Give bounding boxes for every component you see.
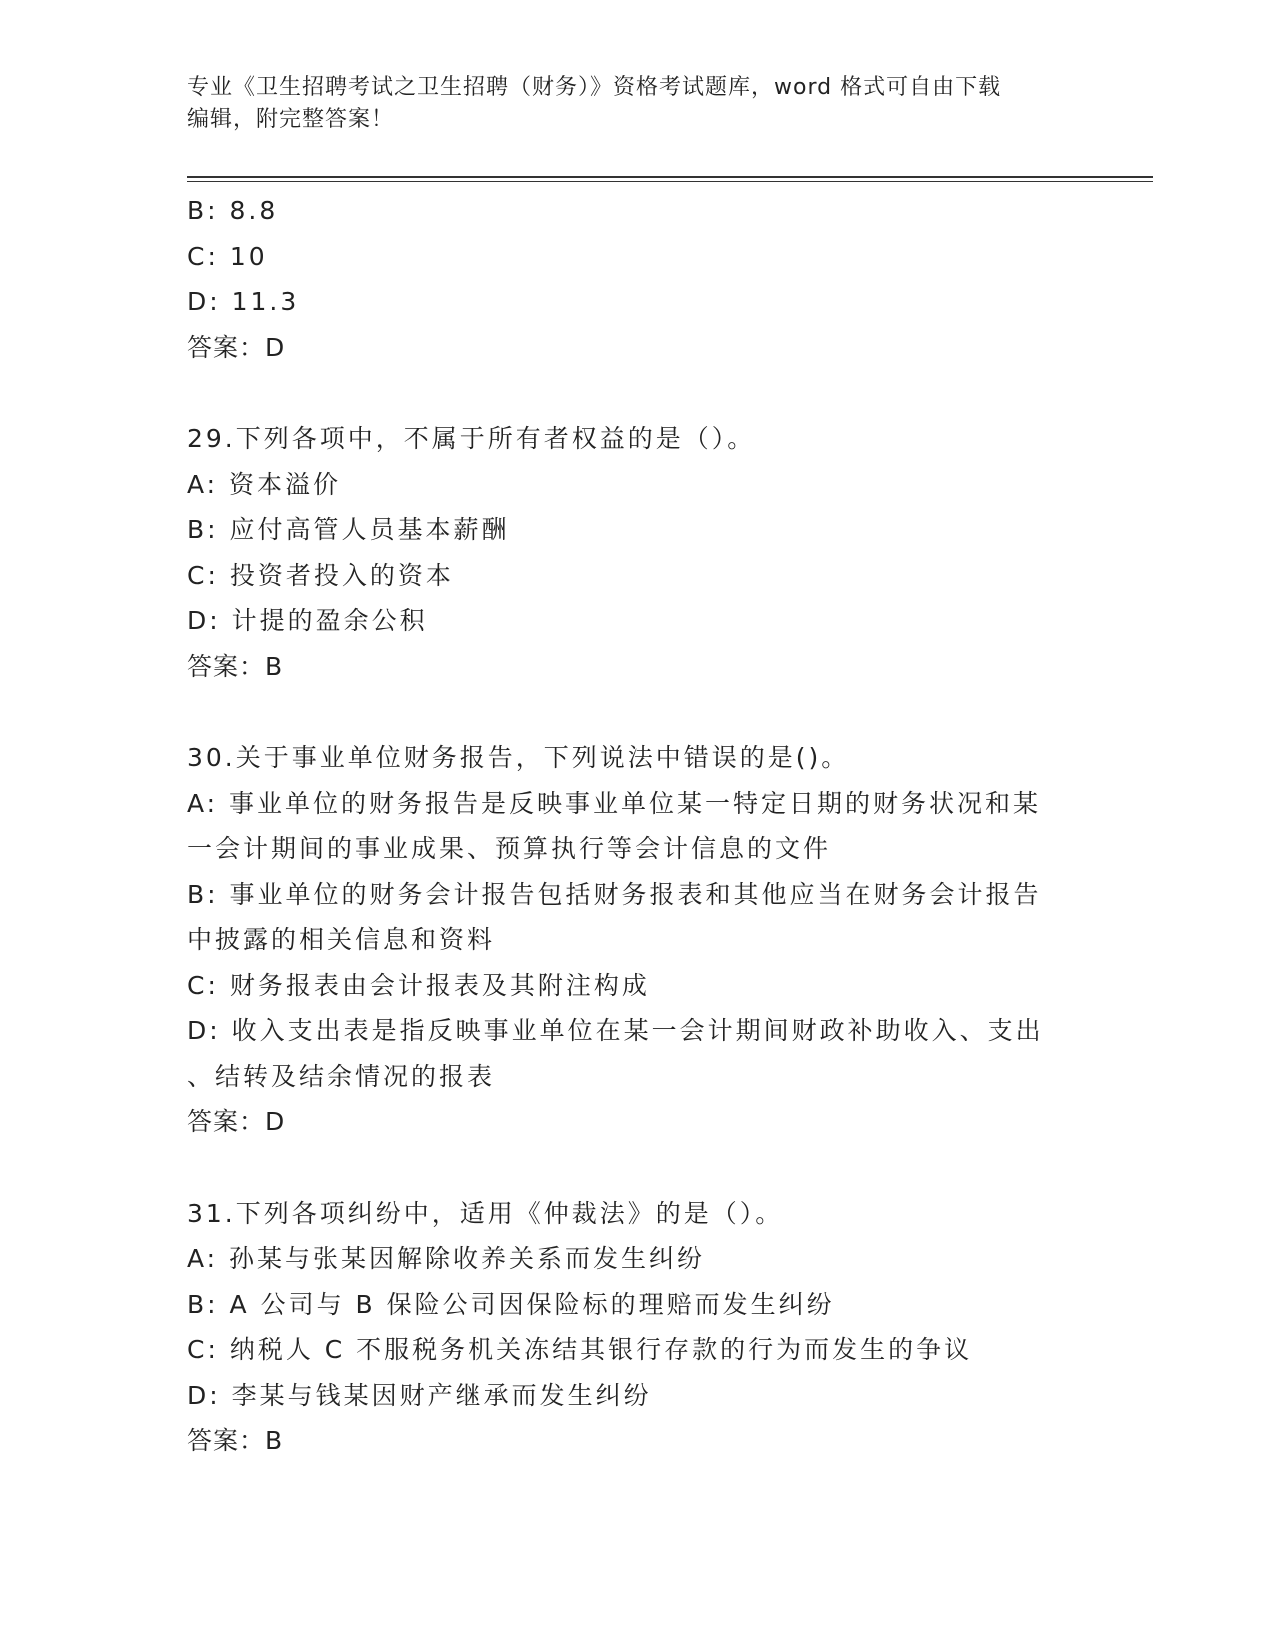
question-28 (187, 188, 1077, 370)
option-c: C: 10 (187, 241, 268, 271)
option-b: B: 应付高管人员基本薪酬 (187, 515, 510, 544)
question-31 (187, 1191, 1077, 1464)
option-b: B: 8.8 (187, 196, 279, 225)
spacer (187, 1145, 1077, 1191)
spacer (187, 370, 1077, 416)
answer: 答案：B (187, 1426, 284, 1455)
option-b: B: A 公司与 B 保险公司因保险标的理赔而发生纠纷 (187, 1289, 835, 1319)
option-d: D: 计提的盈余公积 (187, 606, 428, 635)
header-title-line-2: 编辑，附完整答案！ (187, 107, 395, 132)
answer: 答案：D (187, 1107, 286, 1136)
option-d-line-1: D: 收入支出表是指反映事业单位在某一会计期间财政补助收入、支出 (187, 1016, 1044, 1045)
question-30 (187, 735, 1077, 1145)
option-d: D: 李某与钱某因财产继承而发生纠纷 (187, 1380, 652, 1410)
option-b-line-1: B: 事业单位的财务会计报告包括财务报表和其他应当在财务会计报告 (187, 879, 1042, 909)
question-stem: 29.下列各项中，不属于所有者权益的是（）。 (187, 424, 756, 453)
question-stem: 31.下列各项纠纷中，适用《仲裁法》的是（）。 (187, 1198, 784, 1228)
header-title-line-1: 专业《卫生招聘考试之卫生招聘（财务）》资格考试题库，word 格式可自由下载 (187, 75, 1002, 100)
spacer (187, 689, 1077, 735)
question-stem: 30.关于事业单位财务报告，下列说法中错误的是()。 (187, 743, 850, 772)
answer: 答案：B (187, 651, 284, 681)
header-divider-thin (187, 181, 1153, 182)
option-c: C: 投资者投入的资本 (187, 560, 454, 590)
option-c: C: 财务报表由会计报表及其附注构成 (187, 970, 650, 1000)
option-a-line-2: 一会计期间的事业成果、预算执行等会计信息的文件 (187, 834, 832, 863)
option-a-line-1: A: 事业单位的财务报告是反映事业单位某一特定日期的财务状况和某 (187, 788, 1042, 818)
option-d: D: 11.3 (187, 287, 300, 316)
option-d-line-2: 、结转及结余情况的报表 (187, 1061, 496, 1091)
answer: 答案：D (187, 332, 286, 362)
option-a: A: 资本溢价 (187, 469, 342, 499)
option-c: C: 纳税人 C 不服税务机关冻结其银行存款的行为而发生的争议 (187, 1335, 973, 1364)
question-29 (187, 416, 1077, 689)
option-a: A: 孙某与张某因解除收养关系而发生纠纷 (187, 1244, 706, 1273)
option-b-line-2: 中披露的相关信息和资料 (187, 925, 496, 954)
header-divider-thick (187, 176, 1153, 178)
document-header (187, 72, 1067, 136)
question-list (187, 188, 1077, 1464)
